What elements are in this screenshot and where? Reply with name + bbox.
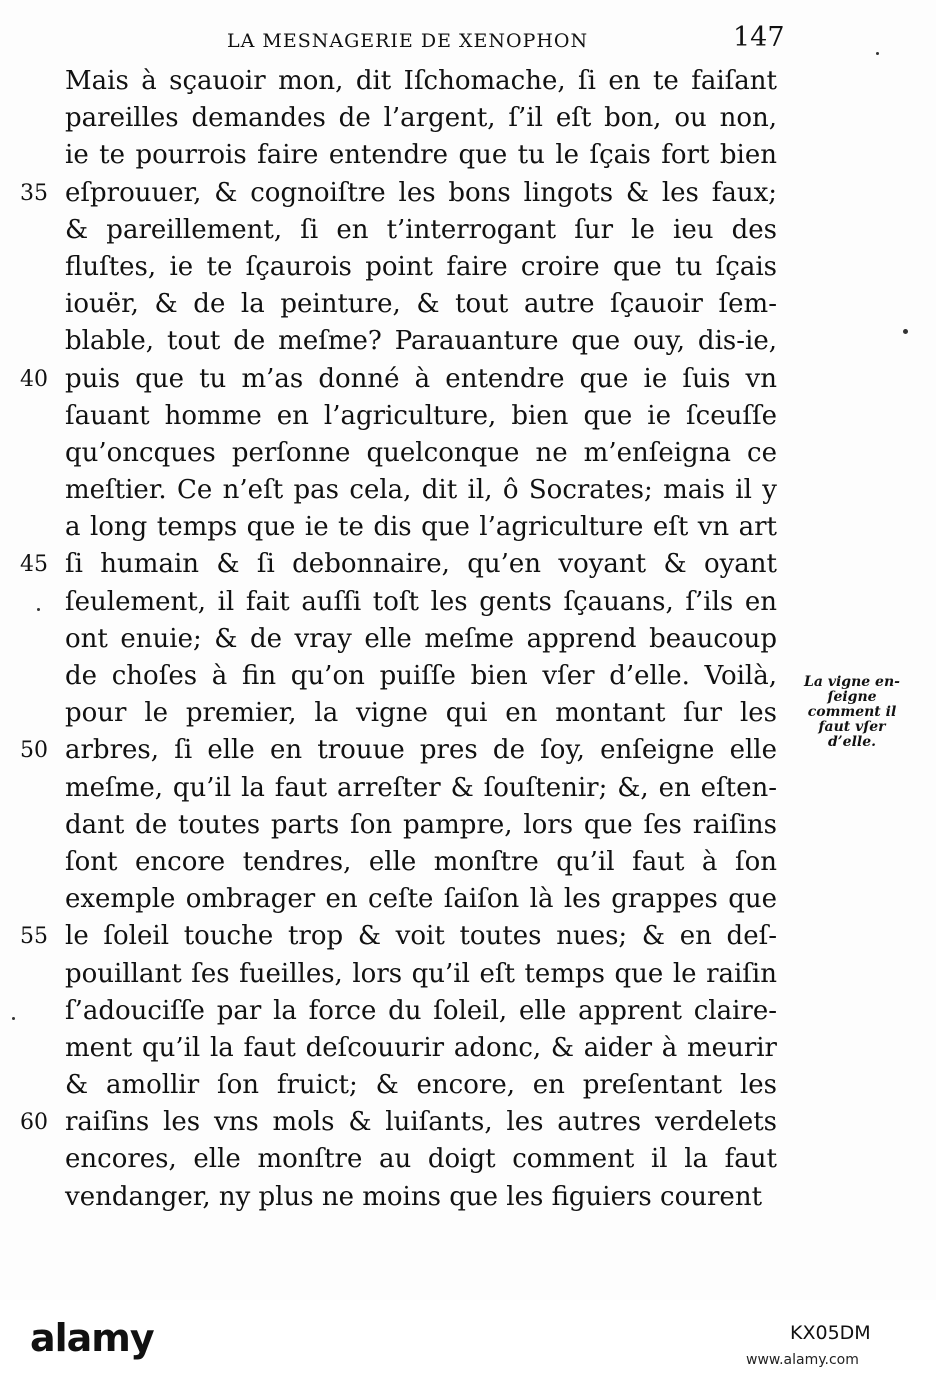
- text-line: [20, 956, 780, 993]
- line-text: ment qu’il la faut deſcouurir adonc, & aider à meurir: [65, 1032, 777, 1063]
- speck: [12, 1017, 15, 1020]
- margin-note-line: d’elle.: [828, 734, 876, 750]
- line-number: 45: [20, 552, 48, 578]
- line-number: 55: [20, 924, 48, 950]
- line-text: blable, tout de meſme? Parauanture que ouy, dis-ie,: [65, 326, 777, 357]
- line-text: ſauant homme en l’agriculture, bien que ie ſceuſſe: [65, 400, 777, 431]
- text-line: [20, 100, 780, 137]
- text-line: [20, 918, 780, 955]
- text-line: [20, 658, 780, 695]
- line-text: exemple ombrager en ceſte ſaiſon là les grappes que: [65, 884, 777, 915]
- site-url: www.alamy.com: [746, 1352, 859, 1368]
- image-id: KX05DM: [790, 1322, 871, 1344]
- text-line: [20, 1030, 780, 1067]
- text-line: [20, 881, 780, 918]
- line-text: fluſtes, ie te ſçaurois point faire croire que tu ſçais: [65, 251, 777, 282]
- line-text: raiſins les vns mols & luiſants, les autres verdelets: [65, 1107, 777, 1138]
- text-line: [20, 1141, 780, 1178]
- line-text: eſprouuer, & cognoiſtre les bons lingots & les faux;: [65, 177, 777, 208]
- watermark-footer: [0, 1300, 936, 1390]
- line-number: 60: [20, 1110, 48, 1136]
- text-line: [20, 732, 780, 769]
- line-number: 40: [20, 366, 48, 392]
- speck: [37, 608, 40, 611]
- text-line: [20, 1067, 780, 1104]
- text-line: [20, 993, 780, 1030]
- text-line: [20, 137, 780, 174]
- line-text: de choſes à fin qu’on puiſſe bien vſer d’elle. Voilà,: [65, 661, 777, 691]
- line-text: ont enuie; & de vray elle meſme apprend beaucoup: [65, 623, 777, 654]
- text-line: [20, 509, 780, 546]
- line-text: puis que tu m’as donné à entendre que ie ſuis vn: [65, 363, 777, 394]
- line-number: 50: [20, 738, 48, 764]
- text-line: [20, 621, 780, 658]
- text-line: [20, 361, 780, 398]
- text-line: [20, 249, 780, 286]
- line-number: 35: [20, 180, 48, 206]
- running-title: LA MESNAGERIE DE XENOPHON: [227, 30, 589, 52]
- line-text: le ſoleil touche trop & voit toutes nues; & en deſ-: [65, 921, 777, 952]
- margin-note-line: comment il: [807, 704, 897, 720]
- text-line: [20, 323, 780, 360]
- line-text: pouillant ſes fueilles, lors qu’il eſt temps que le raiſin: [65, 958, 777, 989]
- text-line: [20, 212, 780, 249]
- text-line: [20, 770, 780, 807]
- line-text: meſme, qu’il la faut arreſter & ſouſtenir; &, en eſten-: [65, 772, 777, 803]
- line-text: & amollir ſon fruict; & encore, en preſentant les: [65, 1070, 777, 1101]
- speck: [876, 52, 879, 55]
- line-text: dant de toutes parts ſon pampre, lors que ſes raiſins: [65, 809, 777, 840]
- page-header: [0, 20, 936, 60]
- margin-note-line: faut vſer: [818, 719, 886, 735]
- line-text: vendanger, ny plus ne moins que les figuiers courent: [65, 1181, 763, 1212]
- line-text: encores, elle monſtre au doigt comment il la faut: [65, 1144, 777, 1175]
- text-line: [20, 546, 780, 583]
- text-line: [20, 695, 780, 732]
- text-line: [20, 398, 780, 435]
- text-line: [20, 63, 780, 100]
- line-text: ſeulement, il fait auſſi toſt les gents ſçauans, ſ’ils en: [65, 586, 777, 617]
- text-line: [20, 1104, 780, 1141]
- line-text: pareilles demandes de l’argent, ſ’il eſt bon, ou non,: [65, 103, 777, 134]
- text-line: [20, 807, 780, 844]
- line-text: & pareillement, ſi en t’interrogant ſur le ieu des: [65, 214, 777, 245]
- line-text: Mais à sçauoir mon, dit Iſchomache, ſi en te faiſant: [65, 66, 777, 96]
- text-line: [20, 472, 780, 509]
- line-text: iouër, & de la peinture, & tout autre ſçauoir ſem-: [65, 289, 777, 320]
- margin-note-line: ſeigne: [827, 689, 877, 705]
- line-text: ſi humain & ſi debonnaire, qu’en voyant & oyant: [65, 549, 777, 580]
- line-text: arbres, ſi elle en trouue pres de ſoy, enſeigne elle: [65, 735, 777, 766]
- line-text: pour le premier, la vigne qui en montant ſur les: [65, 698, 777, 729]
- text-line: [20, 844, 780, 881]
- line-text: meſtier. Ce n’eſt pas cela, dit il, ô Socrates; mais il y: [65, 475, 777, 506]
- text-line: [20, 1179, 780, 1216]
- line-text: qu’oncques perſonne quelconque ne m’enſeigna ce: [65, 437, 777, 468]
- margin-note-line: La vigne en-: [804, 674, 900, 690]
- line-text: ſ’adouciſſe par la force du ſoleil, elle apprent claire-: [65, 995, 777, 1026]
- margin-note: [782, 675, 922, 750]
- text-line: [20, 584, 780, 621]
- page-number: 147: [733, 22, 785, 53]
- alamy-logo: alamy: [30, 1316, 154, 1360]
- line-text: a long temps que ie te dis que l’agriculture eſt vn art: [65, 512, 777, 543]
- text-line: [20, 435, 780, 472]
- body-text: [20, 63, 780, 1216]
- speck: [903, 329, 908, 334]
- text-line: [20, 175, 780, 212]
- line-text: ſont encore tendres, elle monſtre qu’il faut à ſon: [65, 846, 777, 877]
- line-text: ie te pourrois faire entendre que tu le ſçais fort bien: [65, 140, 777, 171]
- text-line: [20, 286, 780, 323]
